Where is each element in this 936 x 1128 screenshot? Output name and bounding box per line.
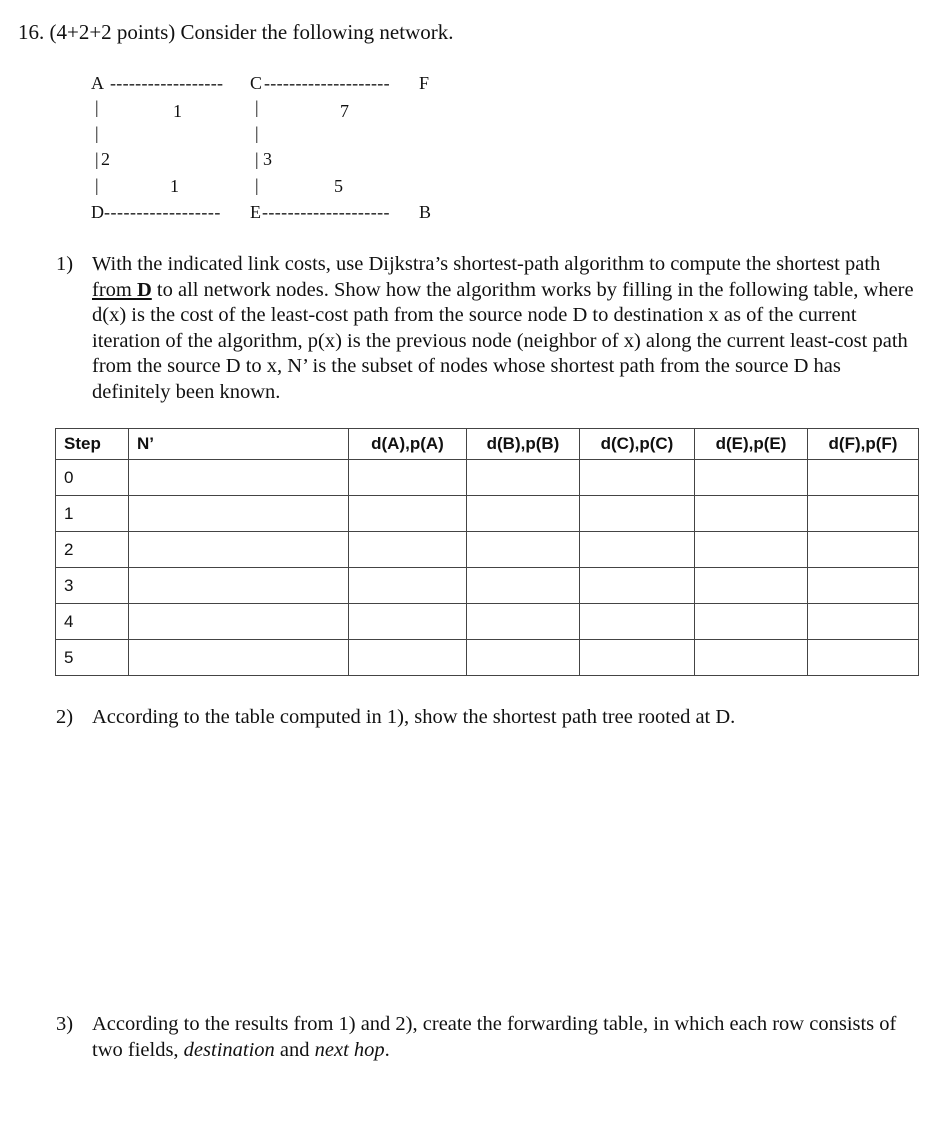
step-cell: 3	[56, 568, 129, 604]
step-cell: 2	[56, 532, 129, 568]
header-d-c: d(C),p(C)	[580, 429, 695, 460]
edge-a-d-bar: |	[95, 149, 99, 169]
table-cell[interactable]	[580, 532, 695, 568]
table-cell[interactable]	[467, 460, 580, 496]
table-cell[interactable]	[580, 460, 695, 496]
table-row	[56, 604, 919, 640]
header-d-b: d(B),p(B)	[467, 429, 580, 460]
part3-paragraph	[56, 1012, 916, 1063]
table-cell[interactable]	[467, 604, 580, 640]
edge-a-c-dashes: ------------------	[110, 73, 224, 93]
table-cell[interactable]	[467, 640, 580, 676]
edge-a-d-bar: |	[95, 97, 99, 117]
question-title: 16. (4+2+2 points) Consider the following network.	[18, 20, 454, 44]
edge-c-e-bar: |	[255, 97, 259, 117]
table-cell[interactable]	[808, 496, 919, 532]
table-cell[interactable]	[467, 568, 580, 604]
header-n-prime: N’	[129, 429, 349, 460]
node-e: E	[250, 202, 261, 222]
part1-text-b: to all network nodes. Show how the algorithm works by filling in the following table, where d(x) is the cost of the least-cost path from the source node D to destination x as of the current iteration of the algorithm, p(x) is the previous node (neighbor of x) along the current least-cost path from the source D to x, N’ is the subset of nodes whose shortest path from the source D has definitely been known.	[92, 278, 914, 403]
table-row	[56, 532, 919, 568]
node-a: A	[91, 73, 104, 93]
step-cell: 5	[56, 640, 129, 676]
table-cell[interactable]	[695, 640, 808, 676]
table-header-row	[56, 429, 919, 460]
table-cell[interactable]	[580, 640, 695, 676]
header-d-f: d(F),p(F)	[808, 429, 919, 460]
part3-text-a: According to the results from 1) and 2), create the forwarding table, in which each row consists of two fields,	[92, 1013, 897, 1061]
part3-number: 3)	[56, 1013, 74, 1035]
header-step: Step	[56, 429, 129, 460]
table-cell[interactable]	[349, 604, 467, 640]
table-cell[interactable]	[695, 568, 808, 604]
table-row	[56, 496, 919, 532]
node-f: F	[419, 73, 430, 93]
table-cell[interactable]	[695, 604, 808, 640]
table-cell[interactable]	[129, 460, 349, 496]
table-cell[interactable]	[580, 496, 695, 532]
table-cell[interactable]	[467, 496, 580, 532]
node-b: B	[419, 202, 432, 222]
part3-text-and: and	[274, 1038, 315, 1061]
edge-a-d-bar: |	[95, 123, 99, 143]
part3-next-hop: next hop	[314, 1038, 385, 1061]
node-d: D	[91, 202, 104, 222]
edge-a-d-bar: |	[95, 175, 99, 195]
table-cell[interactable]	[580, 568, 695, 604]
step-cell: 0	[56, 460, 129, 496]
table-cell[interactable]	[129, 604, 349, 640]
edge-c-f-dashes: --------------------	[264, 73, 390, 93]
weight-a-d: 2	[101, 149, 110, 169]
edge-d-e-dashes: ------------------	[104, 202, 221, 222]
table-cell[interactable]	[808, 568, 919, 604]
part3-text	[92, 1012, 916, 1063]
table-row	[56, 568, 919, 604]
part1-text-source: D	[136, 278, 152, 301]
table-cell[interactable]	[695, 496, 808, 532]
edge-c-e-bar: |	[255, 123, 259, 143]
table-cell[interactable]	[129, 640, 349, 676]
table-cell[interactable]	[349, 568, 467, 604]
table-row	[56, 460, 919, 496]
step-cell: 1	[56, 496, 129, 532]
table-cell[interactable]	[349, 532, 467, 568]
part1-number: 1)	[56, 253, 74, 275]
table-cell[interactable]	[695, 460, 808, 496]
step-cell: 4	[56, 604, 129, 640]
header-d-a: d(A),p(A)	[349, 429, 467, 460]
part2-text: According to the table computed in 1), show the shortest path tree rooted at D.	[92, 706, 736, 728]
edge-e-b-dashes: --------------------	[262, 202, 390, 222]
part2-number: 2)	[56, 706, 74, 728]
part1-paragraph	[56, 252, 916, 405]
header-d-e: d(E),p(E)	[695, 429, 808, 460]
part1-text-from: from	[92, 278, 137, 301]
table-cell[interactable]	[467, 532, 580, 568]
part1-text	[92, 252, 916, 405]
table-cell[interactable]	[349, 640, 467, 676]
weight-e-b: 5	[334, 176, 343, 196]
table-cell[interactable]	[808, 640, 919, 676]
table-row	[56, 640, 919, 676]
edge-c-e-bar: |	[255, 175, 259, 195]
edge-c-e-bar: |	[255, 149, 259, 169]
part1-text-a: With the indicated link costs, use Dijkstra’s shortest-path algorithm to compute the shortest path	[92, 253, 881, 275]
part2-paragraph	[56, 705, 916, 731]
weight-d-e: 1	[170, 176, 179, 196]
dijkstra-table	[55, 428, 919, 676]
table-cell[interactable]	[808, 532, 919, 568]
weight-a-c: 1	[173, 101, 182, 121]
table-cell[interactable]	[808, 604, 919, 640]
table-cell[interactable]	[580, 604, 695, 640]
weight-c-e: 3	[263, 149, 272, 169]
part3-destination: destination	[183, 1038, 275, 1061]
node-c: C	[250, 73, 263, 93]
table-cell[interactable]	[349, 460, 467, 496]
table-cell[interactable]	[129, 532, 349, 568]
table-cell[interactable]	[129, 496, 349, 532]
part3-text-end: .	[384, 1038, 390, 1061]
table-cell[interactable]	[695, 532, 808, 568]
table-cell[interactable]	[349, 496, 467, 532]
weight-c-f: 7	[340, 101, 349, 121]
table-cell[interactable]	[129, 568, 349, 604]
table-cell[interactable]	[808, 460, 919, 496]
